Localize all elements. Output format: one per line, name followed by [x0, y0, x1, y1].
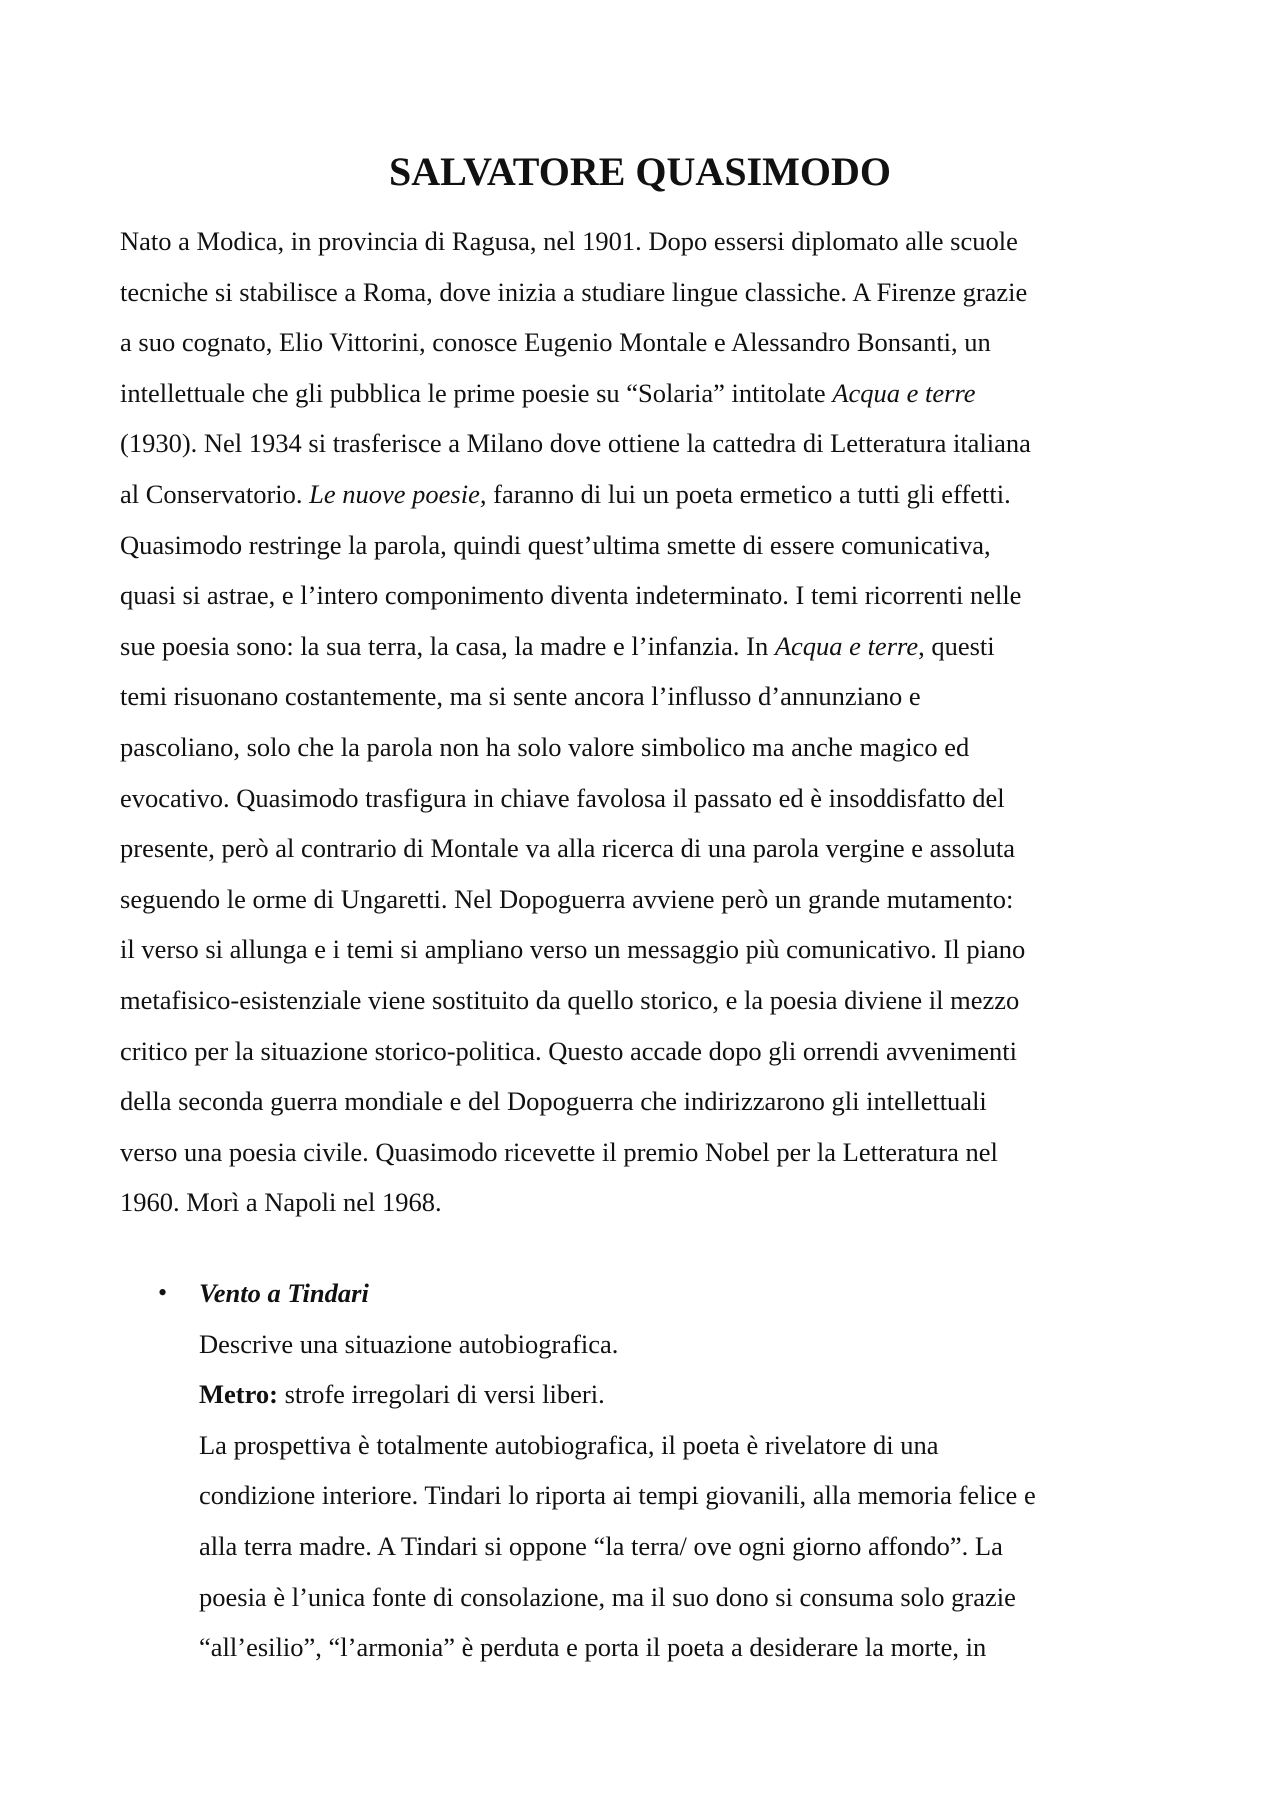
text-run: (1930). Nel 1934 si trasferisce a Milano dove ottiene la cattedra di Letteratura italiana	[120, 428, 1031, 459]
text-line	[199, 1521, 1179, 1572]
text-run: il verso si allunga e i temi si ampliano verso un messaggio più comunicativo. Il piano	[120, 934, 1026, 965]
text-run: La prospettiva è totalmente autobiografica, il poeta è rivelatore di una	[199, 1429, 939, 1460]
section-heading: Vento a Tindari	[199, 1278, 369, 1308]
text-line	[120, 621, 1166, 672]
text-run: al Conservatorio.	[120, 478, 310, 509]
text-run: metafisico-esistenziale viene sostituito da quello storico, e la poesia diviene il mezzo	[120, 984, 1020, 1015]
bold-text: Metro:	[199, 1379, 278, 1410]
text-run: , questi	[918, 630, 995, 661]
text-line	[120, 1026, 1166, 1077]
text-run: condizione interiore. Tindari lo riporta ai tempi giovanili, alla memoria felice e	[199, 1480, 1036, 1511]
text-run: intellettuale che gli pubblica le prime poesie su “Solaria” intitolate	[120, 377, 833, 408]
text-line	[120, 773, 1166, 824]
text-line	[120, 924, 1166, 975]
text-run: seguendo le orme di Ungaretti. Nel Dopoguerra avviene però un grande mutamento:	[120, 883, 1014, 914]
page-title: SALVATORE QUASIMODO	[389, 149, 891, 194]
text-run: Descrive una situazione autobiografica.	[199, 1328, 619, 1359]
text-run: Quasimodo restringe la parola, quindi quest’ultima smette di essere comunicativa,	[120, 529, 991, 560]
text-run: Nato a Modica, in provincia di Ragusa, nel 1901. Dopo essersi diplomato alle scuole	[120, 226, 1018, 256]
text-run: 1960. Morì a Napoli nel 1968.	[120, 1187, 442, 1218]
text-run: alla terra madre. A Tindari si oppone “la terra/ ove ogni giorno affondo”. La	[199, 1530, 1003, 1561]
text-line	[120, 975, 1166, 1026]
text-line	[199, 1420, 1179, 1471]
text-run: sue poesia sono: la sua terra, la casa, la madre e l’infanzia. In	[120, 630, 775, 661]
text-run: a suo cognato, Elio Vittorini, conosce Eugenio Montale e Alessandro Bonsanti, un	[120, 327, 991, 358]
text-line	[199, 1319, 1179, 1370]
text-line	[120, 317, 1166, 368]
text-run: verso una poesia civile. Quasimodo ricevette il premio Nobel per la Letteratura nel	[120, 1136, 998, 1167]
text-line	[199, 1572, 1179, 1623]
text-line	[199, 1369, 1179, 1420]
text-line	[120, 267, 1166, 318]
text-line	[120, 722, 1166, 773]
text-run: critico per la situazione storico-politica. Questo accade dopo gli orrendi avvenimenti	[120, 1035, 1018, 1066]
text-run: poesia è l’unica fonte di consolazione, ma il suo dono si consuma solo grazie	[199, 1581, 1016, 1612]
text-line	[120, 570, 1166, 621]
italic-text: Acqua e terre	[832, 377, 976, 408]
text-line	[120, 1076, 1166, 1127]
text-run: strofe irregolari di versi liberi.	[277, 1379, 605, 1410]
italic-text: Le nuove poesie,	[309, 478, 487, 509]
intro-paragraph	[120, 216, 1166, 1228]
bullet-icon: •	[158, 1278, 168, 1307]
text-line	[120, 368, 1166, 419]
italic-text: Acqua e terre	[774, 630, 919, 661]
poem-section-content	[199, 1268, 1179, 1673]
text-run: pascoliano, solo che la parola non ha solo valore simbolico ma anche magico ed	[120, 731, 970, 762]
text-line	[120, 1177, 1166, 1228]
text-line	[120, 671, 1166, 722]
text-run: presente, però al contrario di Montale va alla ricerca di una parola vergine e assoluta	[120, 833, 1015, 864]
text-run: “all’esilio”, “l’armonia” è perduta e porta il poeta a desiderare la morte, in	[199, 1632, 987, 1663]
text-run: della seconda guerra mondiale e del Dopoguerra che indirizzarono gli intellettuali	[120, 1086, 987, 1117]
text-line	[120, 874, 1166, 925]
text-line	[120, 216, 1166, 267]
text-line	[199, 1622, 1179, 1673]
text-run: evocativo. Quasimodo trasfigura in chiave favolosa il passato ed è insoddisfatto del	[120, 782, 1005, 813]
text-line	[120, 823, 1166, 874]
text-run: quasi si astrae, e l’intero componimento diventa indeterminato. I temi ricorrenti nelle	[120, 580, 1022, 611]
text-run: tecniche si stabilisce a Roma, dove inizia a studiare lingue classiche. A Firenze grazie	[120, 276, 1028, 307]
text-line	[120, 469, 1166, 520]
text-line	[199, 1470, 1179, 1521]
text-line	[120, 520, 1166, 571]
text-run: faranno di lui un poeta ermetico a tutti gli effetti.	[486, 478, 1011, 509]
text-line	[120, 1127, 1166, 1178]
text-run: temi risuonano costantemente, ma si sente ancora l’influsso d’annunziano e	[120, 681, 921, 712]
text-line	[120, 418, 1166, 469]
